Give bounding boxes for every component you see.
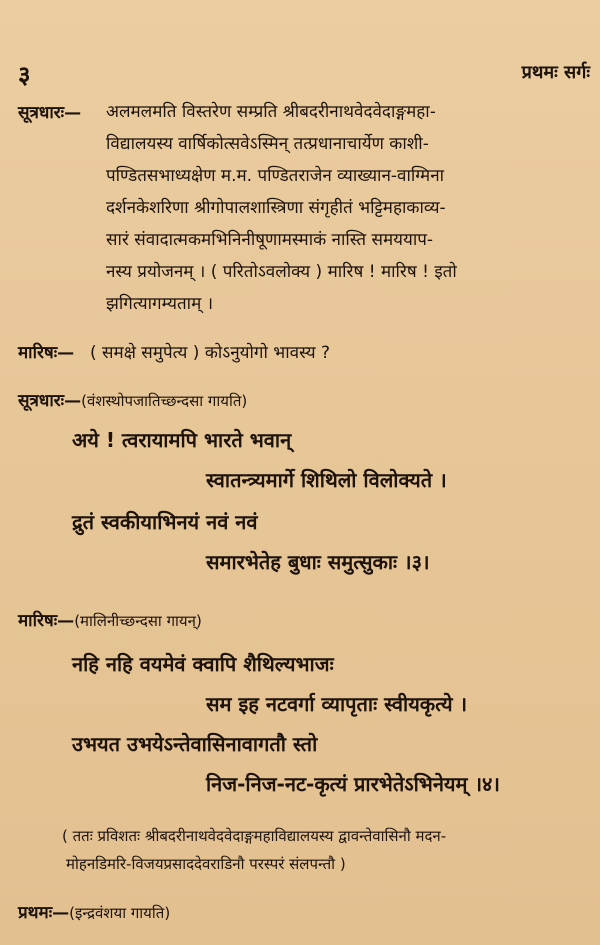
prose-line: विद्यालयस्य वार्षिकोत्सवेऽस्मिन् तत्प्रधानाचार्येण काशी-	[106, 134, 429, 154]
stage-direction-inline: (मालिनीच्छन्दसा गायन्)	[74, 612, 202, 630]
page-header	[0, 58, 600, 88]
verse-line: उभयत उभयेऽन्तेवासिनावागतौ स्तो	[72, 732, 318, 756]
speech-text: ( समक्षे समुपेत्य ) कोऽनुयोगो भावस्य ?	[90, 343, 331, 363]
prose-line: पण्डितसभाध्यक्षेण म.म. पण्डितराजेन व्याख्यान-वाग्मिना	[106, 166, 445, 186]
running-head: प्रथमः सर्गः	[521, 62, 590, 83]
prose-line: नस्य प्रयोजनम् । ( परितोऽवलोक्य ) मारिष ! मारिष ! इतो	[106, 262, 457, 282]
speaker-label: सूत्रधारः—(वंशस्थोपजातिच्छन्दसा गायति)	[18, 391, 248, 411]
prose-lines	[106, 96, 457, 320]
prose-line: दर्शनकेशरिणा श्रीगोपालशास्त्रिणा संगृहीतं भट्टिमहाकाव्य-	[106, 198, 446, 218]
prose-line: सारं संवादात्मकमभिनिनीषूणामस्माकं नास्ति समययाप-	[106, 230, 434, 250]
stage-direction-inline: (इन्द्रवंशया गायति)	[69, 904, 171, 922]
verse-line: स्वातन्त्र्यमार्गे शिथिलो विलोक्यते ।	[206, 468, 447, 492]
stage-direction-line: मोहनडिमरि-विजयप्रसाददेवराडिनौ परस्परं संलपन्तौ )	[66, 855, 346, 873]
verse-4	[0, 650, 600, 810]
verse-3	[0, 426, 600, 586]
stage-direction-inline: (वंशस्थोपजातिच्छन्दसा गायति)	[81, 392, 248, 410]
speaker-label: प्रथमः—(इन्द्रवंशया गायति)	[18, 903, 171, 923]
speaker-label: मारिषः—(मालिनीच्छन्दसा गायन्)	[18, 611, 202, 631]
verse-line: सम इह नटवर्गा व्यापृताः स्वीयकृत्ये ।	[206, 692, 468, 716]
prose-line: अलमलमति विस्तरेण सम्प्रति श्रीबदरीनाथवेदवेदाङ्गमहा-	[106, 102, 436, 122]
verse-line: द्रुतं स्वकीयाभिनयं नवं नवं	[72, 510, 258, 534]
prose-line: झगित्यागम्यताम् ।	[106, 294, 214, 314]
verse-line: नहि नहि वयमेवं क्वापि शैथिल्यभाजः	[72, 652, 334, 676]
verse-line: समारभेतेह बुधाः समुत्सुकाः ।३।	[206, 550, 430, 574]
verse-line: अये ! त्वरायामपि भारते भवान्	[72, 428, 292, 452]
verse-line: निज-निज-नट-कृत्यं प्रारभेतेऽभिनेयम् ।४।	[206, 772, 501, 796]
stage-direction-line: ( ततः प्रविशतः श्रीबदरीनाथवेदवेदाङ्गमहाविद्यालयस्य द्वावन्तेवासिनौ मदन-	[62, 827, 447, 845]
page-number: ३	[18, 61, 31, 89]
speaker-label: मारिषः—	[18, 343, 75, 363]
stage-direction	[62, 822, 446, 878]
speaker-label: सूत्रधारः—	[18, 103, 82, 123]
